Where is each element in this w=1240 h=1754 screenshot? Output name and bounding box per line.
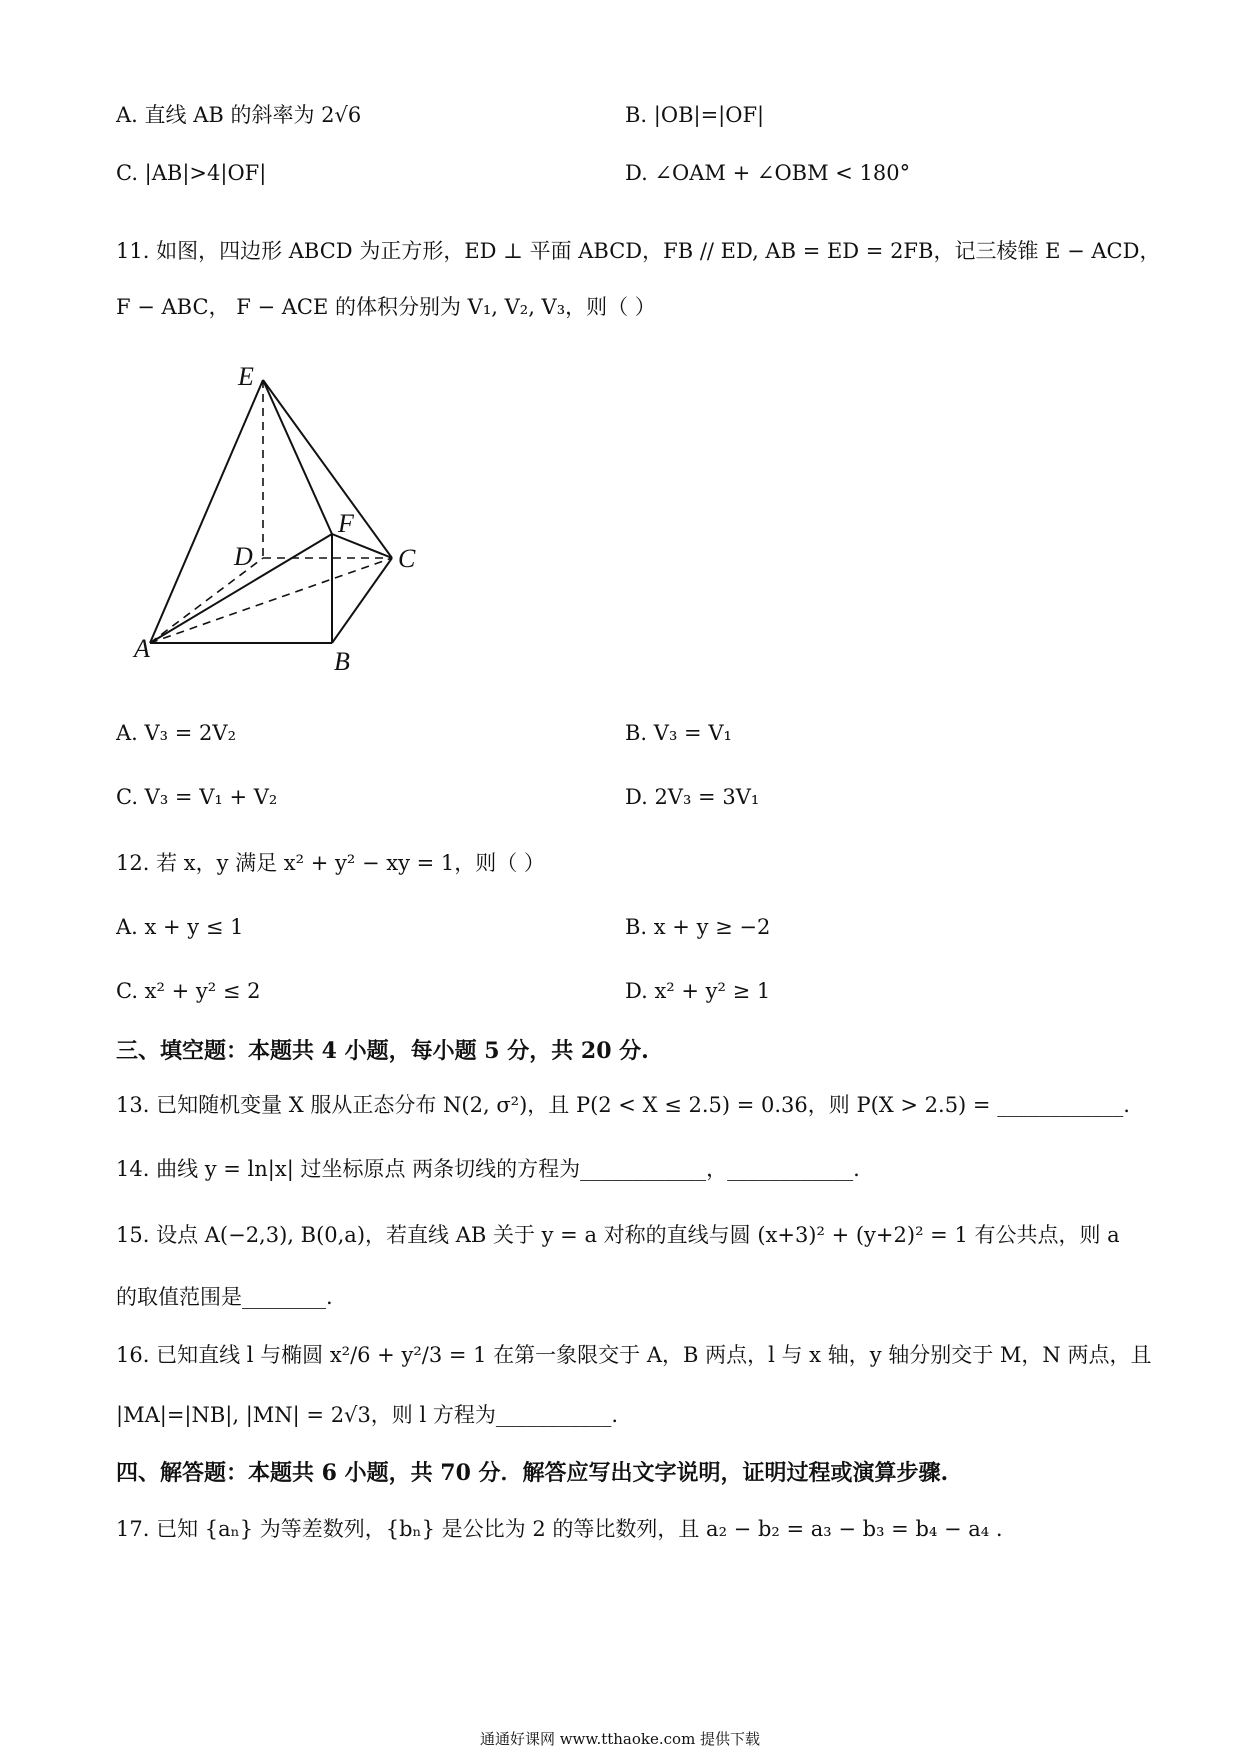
q12-option-d: D. x² + y² ≥ 1 [625,979,771,1003]
q10-option-b: B. |OB|=|OF| [625,103,765,127]
q11-option-a: A. V₃ = 2V₂ [116,721,236,745]
q17-text: 17. 已知 {aₙ} 为等差数列，{bₙ} 是公比为 2 的等比数列，且 a₂ − b₂ = a₃ − b₃ = b₄ − a₄ . [116,1517,1003,1541]
q15-line2: 的取值范围是________. [116,1285,333,1309]
q11-option-d: D. 2V₃ = 3V₁ [625,785,760,809]
q11-option-b: B. V₃ = V₁ [625,721,732,745]
label-e: E [238,362,254,391]
q10-option-c: C. |AB|>4|OF| [116,161,267,185]
q11-geometry-figure [120,355,480,685]
label-f: F [338,509,354,538]
q10-option-d: D. ∠OAM + ∠OBM < 180° [625,161,911,185]
q16-line2: |MA|=|NB|, |MN| = 2√3，则 l 方程为___________. [116,1403,619,1427]
q12-option-b: B. x + y ≥ −2 [625,915,771,939]
q11-stem-line1: 11. 如图，四边形 ABCD 为正方形，ED ⊥ 平面 ABCD，FB // ED, AB = ED = 2FB，记三棱锥 E − ACD， [116,239,1161,263]
q11-option-c: C. V₃ = V₁ + V₂ [116,785,278,809]
label-b: B [334,647,350,676]
q12-option-c: C. x² + y² ≤ 2 [116,979,261,1003]
q15-line1: 15. 设点 A(−2,3), B(0,a)，若直线 AB 关于 y = a 对称的直线与圆 (x+3)² + (y+2)² = 1 有公共点，则 a [116,1223,1120,1247]
label-a: A [134,634,150,663]
q12-option-a: A. x + y ≤ 1 [116,915,244,939]
q10-option-a: A. 直线 AB 的斜率为 2√6 [116,103,362,127]
footer-source: 通通好课网 www.tthaoke.com 提供下载 [479,1730,761,1748]
label-d: D [234,542,253,571]
label-c: C [398,544,416,573]
q11-stem-line2: F − ABC， F − ACE 的体积分别为 V₁, V₂, V₃，则（ ） [116,295,656,319]
q16-line1: 16. 已知直线 l 与椭圆 x²/6 + y²/3 = 1 在第一象限交于 A，B 两点，l 与 x 轴，y 轴分别交于 M，N 两点，且 [116,1343,1152,1367]
q13-text: 13. 已知随机变量 X 服从正态分布 N(2, σ²)，且 P(2 < X ≤ 2.5) = 0.36，则 P(X > 2.5) = ____________. [116,1093,1130,1117]
section-3-heading: 三、填空题：本题共 4 小题，每小题 5 分，共 20 分. [116,1038,649,1064]
q12-stem: 12. 若 x，y 满足 x² + y² − xy = 1，则（ ） [116,851,545,875]
section-4-heading: 四、解答题：本题共 6 小题，共 70 分．解答应写出文字说明，证明过程或演算步骤. [116,1460,949,1486]
q14-text: 14. 曲线 y = ln|x| 过坐标原点 两条切线的方程为____________，____________. [116,1157,860,1181]
